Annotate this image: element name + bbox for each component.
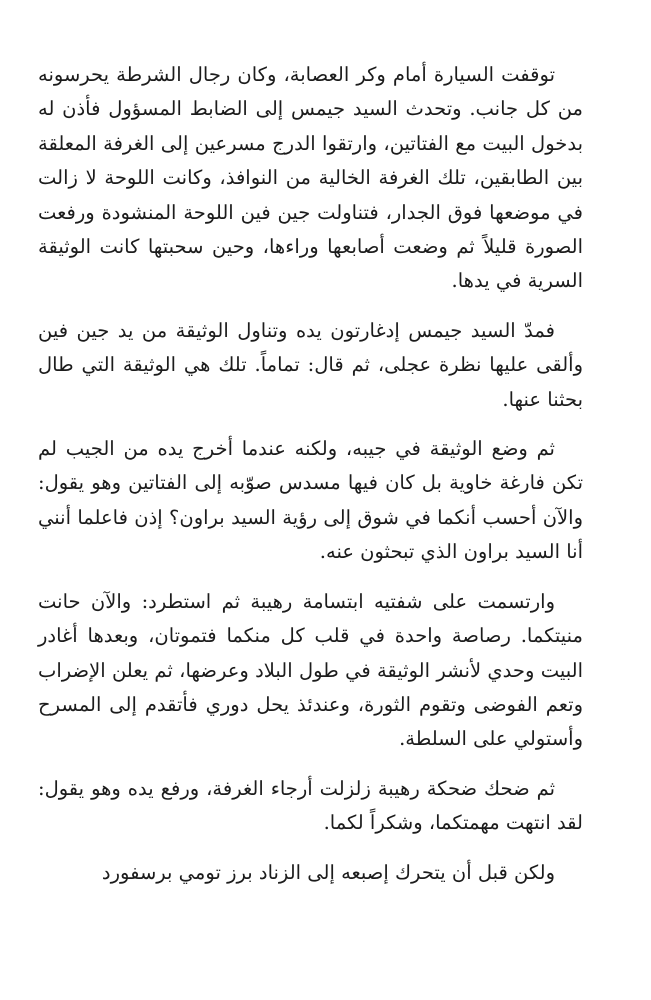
paragraph-5: ثم ضحك ضحكة رهيبة زلزلت أرجاء الغرفة، ورفع يده وهو يقول: لقد انتهت مهمتكما، وشكراً لكما.: [38, 776, 583, 835]
paragraph-2: فمدّ السيد جيمس إدغارتون يده وتناول الوثيقة من يد جين فين وألقى عليها نظرة عجلى، ثم قال: تماماً. تلك هي الوثيقة التي طال بحثنا عنها.: [38, 318, 583, 411]
paragraph-6: ولكن قبل أن يتحرك إصبعه إلى الزناد برز تومي برسفورد: [101, 860, 555, 884]
paragraph-1: توقفت السيارة أمام وكر العصابة، وكان رجال الشرطة يحرسونه من كل جانب. وتحدث السيد جيمس إلى الضابط المسؤول فأذن له بدخول البيت مع الفتاتين، وارتقوا الدرج مسرعين إلى الغرفة المعلقة بين الطابقين، تلك الغرفة الخالية من النوافذ، وكانت اللوحة لا زالت في موضعها فوق الجدار، فتناولت جين فين اللوحة المنشودة ورفعت الصورة قليلاً ثم وضعت أصابعها وراءها، وحين سحبتها كانت الوثيقة السرية في يدها.: [38, 63, 583, 293]
paragraph-4: وارتسمت على شفتيه ابتسامة رهيبة ثم استطرد: والآن حانت منيتكما. رصاصة واحدة في قلب كل منكما فتموتان، وبعدها أغادر البيت وحدي لأنشر الوثيقة في طول البلاد وعرضها، ثم يعلن الإضراب وتعم الفوضى وتقوم الثورة، وعندئذ يحل دوري فأتقدم إلى المسرح وأستولي على السلطة.: [38, 589, 583, 751]
paragraph-3: ثم وضع الوثيقة في جيبه، ولكنه عندما أخرج يده من الجيب لم تكن فارغة خاوية بل كان فيها مسدس صوّبه إلى الفتاتين وهو يقول: والآن أحسب أنكما في شوق إلى رؤية السيد براون؟ إذن فاعلما أنني أنا السيد براون الذي تبحثون عنه.: [38, 437, 583, 564]
